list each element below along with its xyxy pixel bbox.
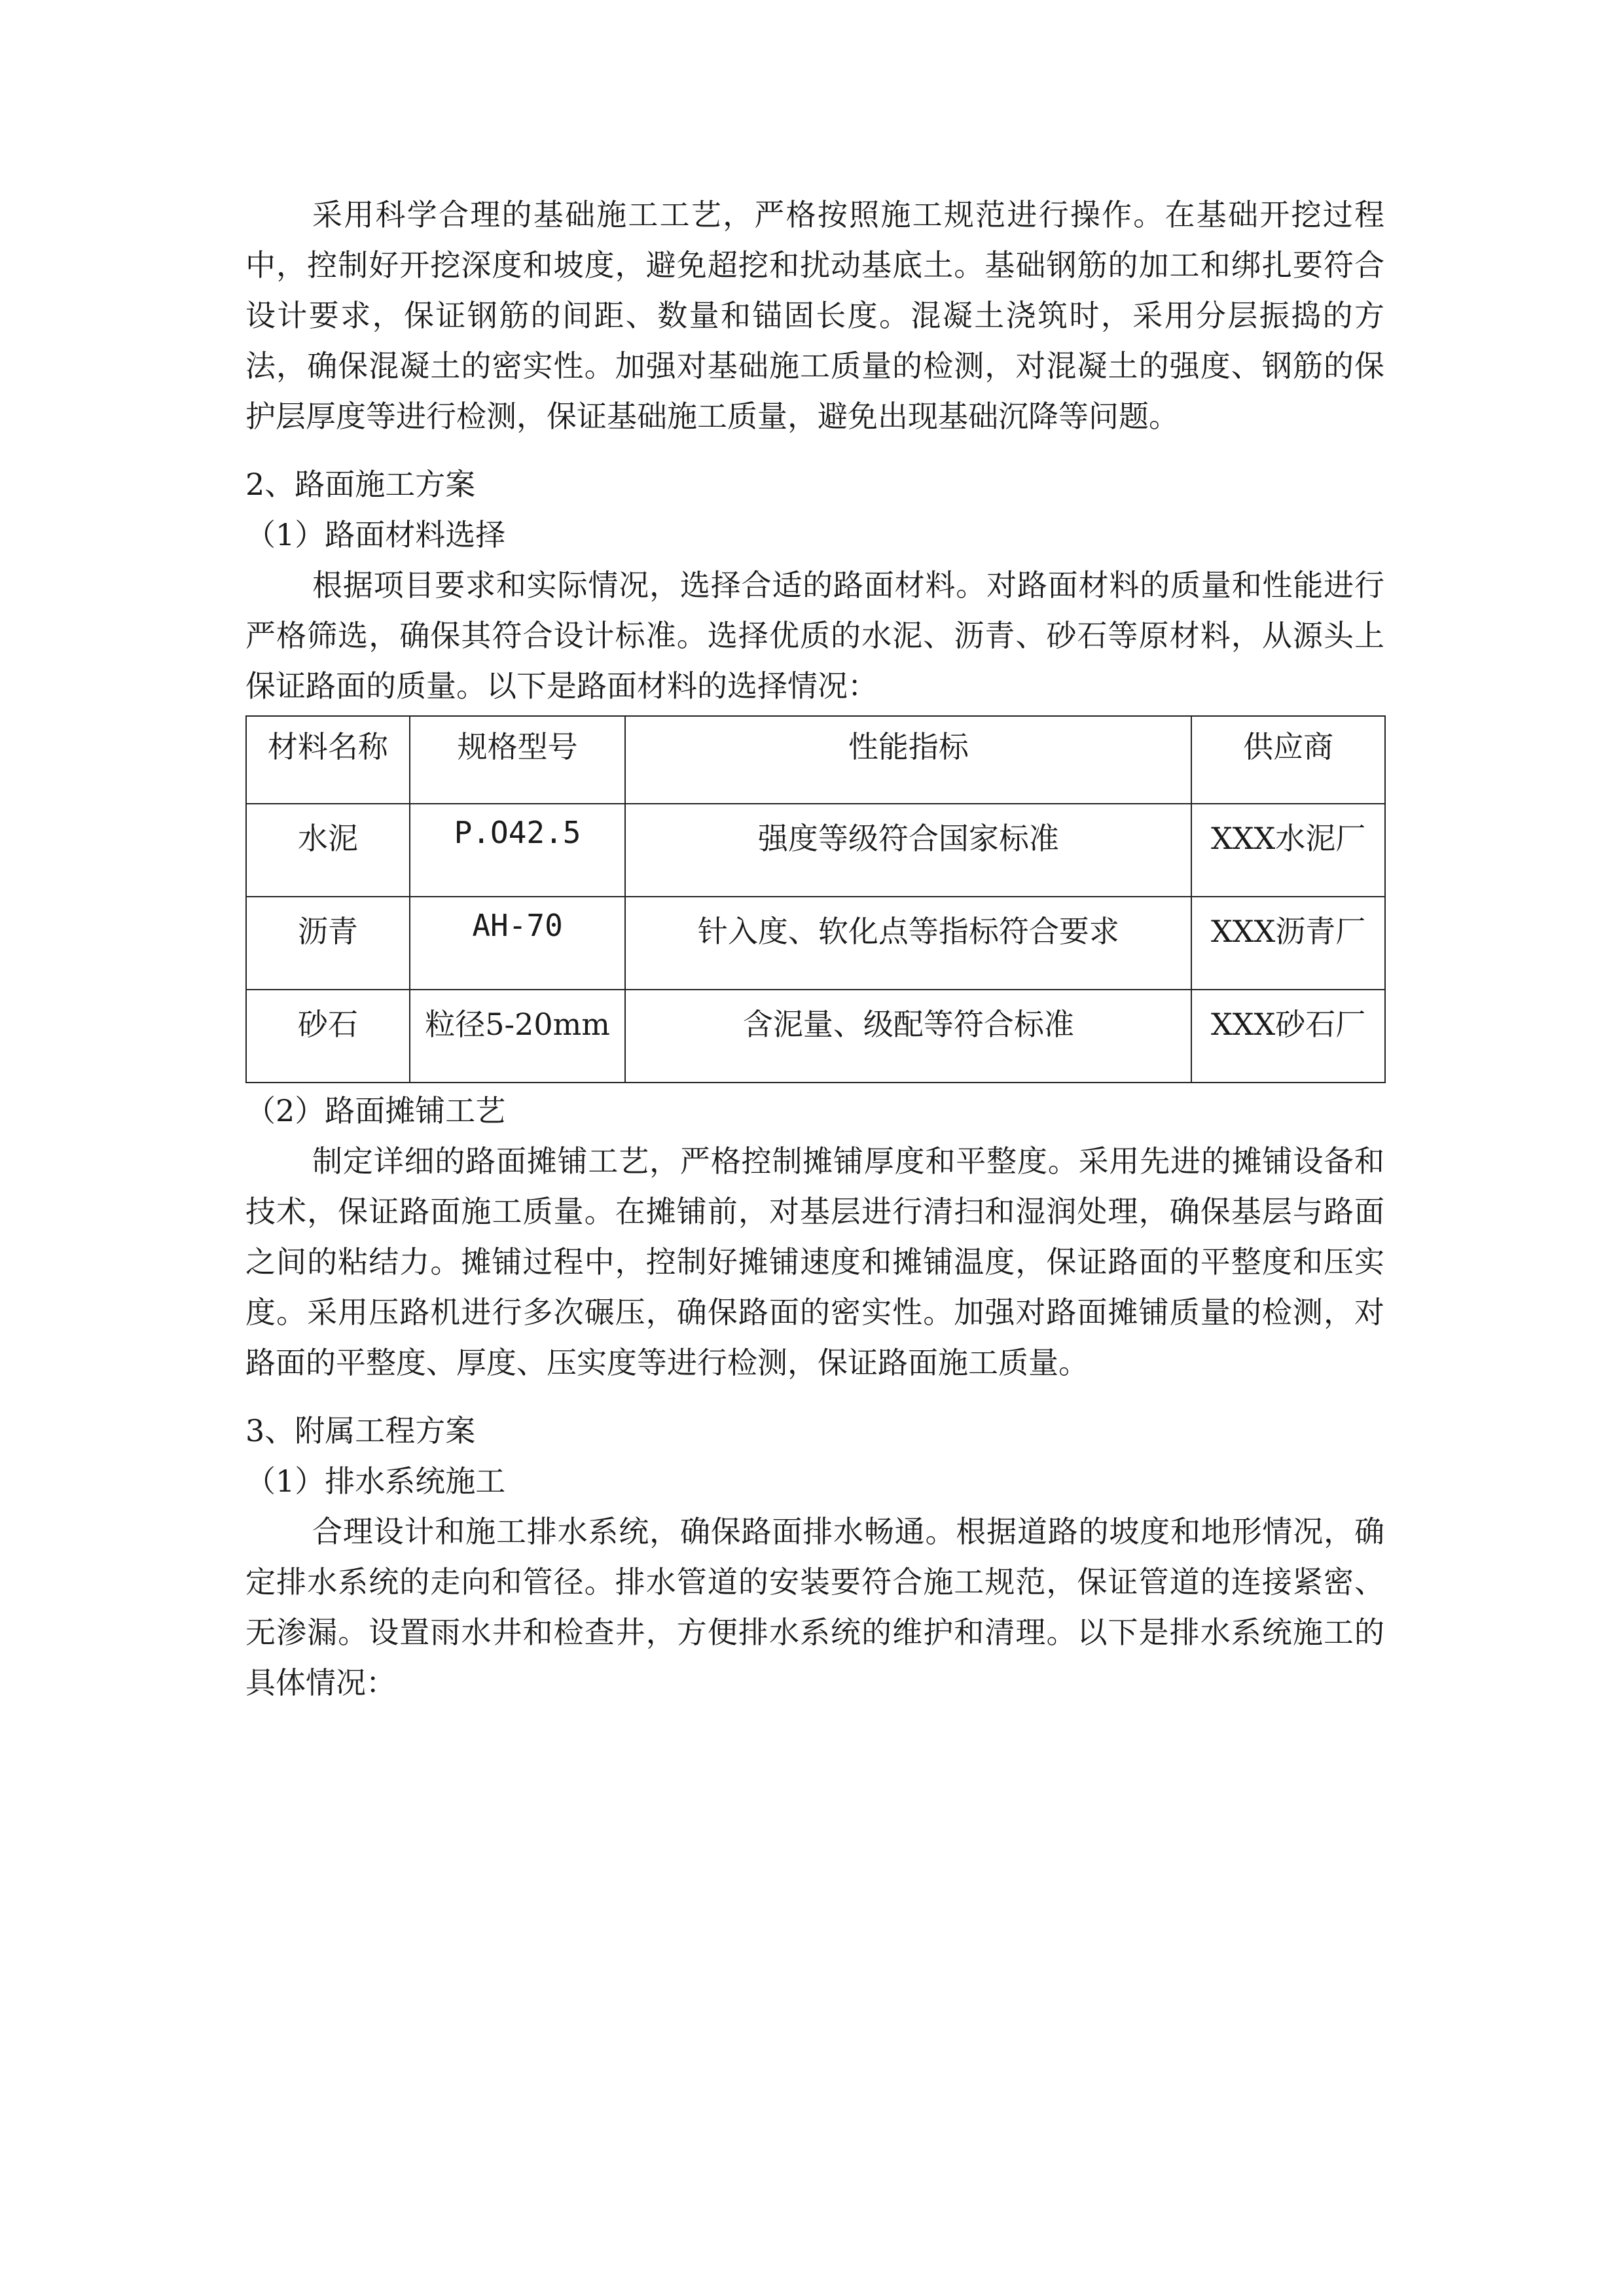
cell-performance: 强度等级符合国家标准 <box>625 804 1191 897</box>
table-row <box>246 990 1385 1083</box>
subheading-material-selection: （1）路面材料选择 <box>245 517 506 552</box>
table-header-row <box>246 716 1385 804</box>
header-performance: 性能指标 <box>625 716 1191 804</box>
cell-spec: P.O42.5 <box>410 804 626 897</box>
document-page <box>245 190 1384 1708</box>
cell-material: 水泥 <box>246 804 410 897</box>
cell-supplier: XXX沥青厂 <box>1191 897 1385 990</box>
table-row <box>246 897 1385 990</box>
section-heading-pavement: 2、路面施工方案 <box>245 467 476 502</box>
subheading-drainage: （1）排水系统施工 <box>245 1463 506 1499</box>
subheading-paving-process: （2）路面摊铺工艺 <box>245 1093 506 1128</box>
cell-material: 沥青 <box>246 897 410 990</box>
cell-performance: 含泥量、级配等符合标准 <box>625 990 1191 1083</box>
section-heading-ancillary: 3、附属工程方案 <box>245 1413 476 1448</box>
cell-performance: 针入度、软化点等指标符合要求 <box>625 897 1191 990</box>
paving-process-paragraph: 制定详细的路面摊铺工艺，严格控制摊铺厚度和平整度。采用先进的摊铺设备和技术，保证路面施工质量。在摊铺前，对基层进行清扫和湿润处理，确保基层与路面之间的粘结力。摊铺过程中，控制好摊铺速度和摊铺温度，保证路面的平整度和压实度。采用压路机进行多次碾压，确保路面的密实性。加强对路面摊铺质量的检测，对路面的平整度、厚度、压实度等进行检测，保证路面施工质量。 <box>245 1143 1384 1380</box>
cell-spec: AH-70 <box>410 897 626 990</box>
header-material-name: 材料名称 <box>246 716 410 804</box>
cell-supplier: XXX水泥厂 <box>1191 804 1385 897</box>
drainage-paragraph: 合理设计和施工排水系统，确保路面排水畅通。根据道路的坡度和地形情况，确定排水系统的走向和管径。排水管道的安装要符合施工规范，保证管道的连接紧密、无渗漏。设置雨水井和检查井，方便排水系统的维护和清理。以下是排水系统施工的具体情况： <box>245 1514 1384 1700</box>
table-row <box>246 804 1385 897</box>
header-supplier: 供应商 <box>1191 716 1385 804</box>
material-selection-paragraph: 根据项目要求和实际情况，选择合适的路面材料。对路面材料的质量和性能进行严格筛选，确保其符合设计标准。选择优质的水泥、沥青、砂石等原材料，从源头上保证路面的质量。以下是路面材料的选择情况： <box>245 567 1384 704</box>
materials-table <box>245 715 1386 1083</box>
cell-spec: 粒径5-20mm <box>410 990 626 1083</box>
foundation-paragraph: 采用科学合理的基础施工工艺，严格按照施工规范进行操作。在基础开挖过程中，控制好开挖深度和坡度，避免超挖和扰动基底土。基础钢筋的加工和绑扎要符合设计要求，保证钢筋的间距、数量和锚固长度。混凝土浇筑时，采用分层振捣的方法，确保混凝土的密实性。加强对基础施工质量的检测，对混凝土的强度、钢筋的保护层厚度等进行检测，保证基础施工质量，避免出现基础沉降等问题。 <box>245 197 1384 434</box>
header-spec-model: 规格型号 <box>410 716 626 804</box>
cell-material: 砂石 <box>246 990 410 1083</box>
cell-supplier: XXX砂石厂 <box>1191 990 1385 1083</box>
